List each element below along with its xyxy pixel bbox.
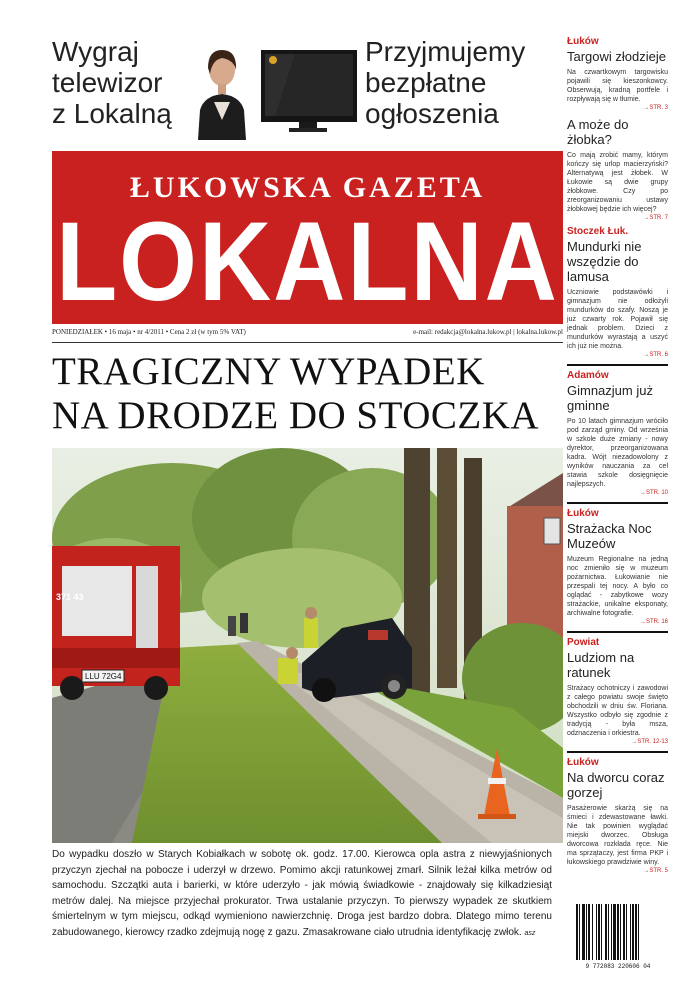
teaser-dworzec[interactable] [567, 757, 668, 875]
teaser-title: Ludziom na ratunek [567, 650, 635, 680]
promo-tv-photo [255, 46, 361, 138]
masthead[interactable] [52, 151, 563, 324]
teaser-title: Strażacka Noc Muzeów [567, 521, 652, 551]
sidebar-teasers [567, 36, 668, 875]
teaser-rubric: Łuków [567, 508, 599, 519]
teaser-page-ref: →STR. 16 [639, 619, 668, 625]
teaser-page-ref: →STR. 5 [643, 868, 668, 874]
divider [567, 751, 668, 753]
article-signature: asz [524, 929, 536, 937]
truck-plate: LLU 72G4 [85, 672, 122, 681]
promo-right-line-1: Przyjmujemy [365, 36, 526, 67]
promo-right-line-2: bezpłatne [365, 67, 487, 98]
promo-right-line-3: ogłoszenia [365, 98, 499, 129]
issue-date-price: PONIEDZIAŁEK • 16 maja • nr 4/2011 • Cena 2 zł (w tym 5% VAT) [52, 328, 246, 336]
teaser-title: A może do żłobka? [567, 117, 629, 147]
main-headline[interactable] [52, 350, 563, 438]
teaser-text: Strażacy ochotniczy i zawodowi z całego powiatu swoje święto obchodzili w dniu św. Floriana. Wszystko odbyło się zgodnie z tradycją - była msza, odznaczenia i orkiestra. [567, 685, 668, 737]
barcode-number: 9 772083 220606 04 [585, 963, 651, 970]
divider [567, 631, 668, 633]
truck-number: 371 43 [56, 592, 84, 602]
teaser-page-ref: →STR. 10 [639, 490, 668, 496]
teaser-page-ref: →STR. 3 [643, 105, 668, 111]
headline-line-2: NA DRODZE DO STOCZKA [52, 394, 540, 437]
promo-left-line-3: z Lokalną [52, 98, 172, 129]
teaser-gimnazjum[interactable] [567, 370, 668, 497]
article-text: Do wypadku doszło w Starych Kobiałkach w sobotę ok. godz. 17.00. Kierowca opla astra z niewyjaśnionych przyczyn zjechał na pobocze i uderzył w drzewo. Pomimo akcji ratunkowej zmarł. Silnik leżał kilka metrów od samochodu. Szczątki auta i barierki, w które uderzyło - jak mówią świadkowie - znajdowały się kilkadziesiąt metrów dalej. Na miejsce przyjechał prokurator. Trwa ustalanie przyczyn. To pierwszy wypadek ze skutkiem śmiertelnym w tym miejscu, odkąd wymieniono nawierzchnię. Droga jest bardzo dobra. Dlatego mimo terenu zabudowanego, kierowcy rzadko zdejmują nogę z gazu. Zmasakrowane ciało utrudnia identyfikację zwłok. [52, 849, 552, 938]
teaser-rubric: Stoczek Łuk. [567, 226, 629, 237]
accident-photo[interactable] [52, 448, 563, 843]
teaser-rubric: Powiat [567, 637, 600, 648]
divider [567, 502, 668, 504]
promo-woman-photo [190, 40, 254, 140]
masthead-title: LOKALNA [56, 199, 559, 325]
promo-left [52, 36, 187, 129]
headline-line-1: TRAGICZNY WYPADEK [52, 350, 485, 393]
divider [567, 364, 668, 366]
teaser-text: Uczniowie podstawówki i gimnazjum nie odłożyli mundurków do szafy. Noszą je już czwarty rok. Pojawił się jednak problem. Dzieci z mundurków wyrastają a uszyć ich już nie można. [567, 289, 668, 350]
teaser-rubric: Łuków [567, 757, 599, 768]
teaser-page-ref: →STR. 12-13 [631, 739, 668, 745]
divider [52, 342, 563, 343]
teaser-title: Targowi złodzieje [567, 49, 666, 64]
promo-left-line-1: Wygraj [52, 36, 139, 67]
teaser-text: Na czwartkowym targowisku pojawili się kieszonkowcy. Obserwują, kradną portfele i rozpływają się w tłumie. [567, 69, 668, 103]
teaser-text: Po 10 latach gimnazjum wróciło pod zarząd gminy. Od września w szkole duże zmiany - nowy dyrektor, przeorganizowana kadra. Wójt niezadowolony z wyników nauczania za cel stawia szkole dosięgnięcie najlepszych. [567, 418, 668, 488]
contact-info[interactable]: e-mail: redakcja@lokalna.lukow.pl | lokalna.lukow.pl [413, 328, 563, 336]
barcode [570, 900, 666, 970]
teaser-page-ref: →STR. 7 [643, 215, 668, 221]
teaser-text: Pasażerowie skarżą się na śmieci i zdewastowane ławki. Nie tak powinien wyglądać miejski dworzec. Obsługa dworcowa rozkłada ręce. Nie ma sprzątaczy, jest firma PKP i łukowskiego prawdziwie winy. [567, 805, 668, 866]
promo-left-line-2: telewizor [52, 67, 163, 98]
teaser-text: Muzeum Regionalne na jedną noc zmieniło się w muzeum pożarnictwa. Łukowianie nie przespali tej nocy. A było co oglądać - zabytkowe wozy strażackie, unikalne eksponaty, archiwalne fotografie. [567, 556, 668, 617]
promo-right [365, 36, 555, 129]
teaser-targowi[interactable] [567, 36, 668, 112]
teaser-noc-muzeow[interactable] [567, 508, 668, 626]
teaser-rubric: Łuków [567, 36, 599, 47]
teaser-title: Na dworcu coraz gorzej [567, 770, 665, 800]
teaser-rubric: Adamów [567, 370, 609, 381]
teaser-title: Mundurki nie wszędzie do lamusa [567, 239, 642, 284]
masthead-subtitle: ŁUKOWSKA GAZETA [129, 171, 486, 204]
teaser-zlobek[interactable] [567, 117, 668, 222]
teaser-title: Gimnazjum już gminne [567, 383, 653, 413]
teaser-page-ref: →STR. 6 [643, 352, 668, 358]
teaser-text: Co mają zrobić mamy, którym kończy się urlop macierzyński? Alternatywą jest żłobek. W Łukowie są dwie grupy żłobkowe. Czy po zreorganizowaniu ustawy żłobkowej będzie ich więcej? [567, 152, 668, 213]
teaser-ratunek[interactable] [567, 637, 668, 746]
teaser-mundurki[interactable] [567, 226, 668, 359]
article-body [52, 847, 552, 941]
